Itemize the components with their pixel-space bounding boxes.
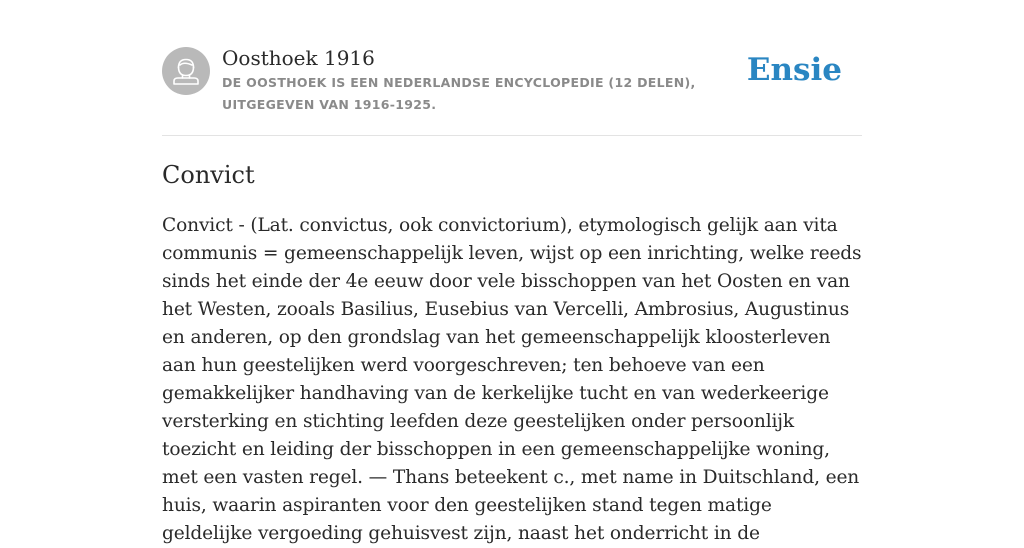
user-icon <box>162 47 210 95</box>
source-avatar[interactable] <box>162 47 210 95</box>
source-title[interactable]: Oosthoek 1916 <box>222 46 375 70</box>
article-body: Convict - (Lat. convictus, ook convictorium), etymologisch gelijk aan vita communis = gemeenschappelijk leven, wijst op een inrichting, welke reeds sinds het einde der 4e eeuw door vele bisschoppen van het Oosten en van het Westen, zooals Basilius, Eusebius van Vercelli, Ambrosius, Augustinus en anderen, op den grondslag van het gemeenschappelijk kloosterleven aan hun geestelijken werd voorgeschreven; ten behoeve van een gemakkelijker handhaving van de kerkelijke tucht en van wederkeerige versterking en stichting leefden deze geestelijken onder persoonlijk toezicht en leiding der bisschoppen in een gemeenschappelijke woning, met een vasten regel. — Thans beteekent c., met name in Duitschland, een huis, waarin aspiranten voor den geestelijken stand tegen matige geldelijke vergoeding gehuisvest zijn, naast het onderricht in de <box>162 215 862 544</box>
source-header <box>162 0 862 136</box>
ensie-logo[interactable]: Ensie <box>746 52 842 88</box>
source-description: DE OOSTHOEK IS EEN NEDERLANDSE ENCYCLOPEDIE (12 DELEN), UITGEGEVEN VAN 1916-1925. <box>222 75 696 112</box>
article-title: Convict <box>162 161 255 189</box>
article-container <box>162 0 862 544</box>
